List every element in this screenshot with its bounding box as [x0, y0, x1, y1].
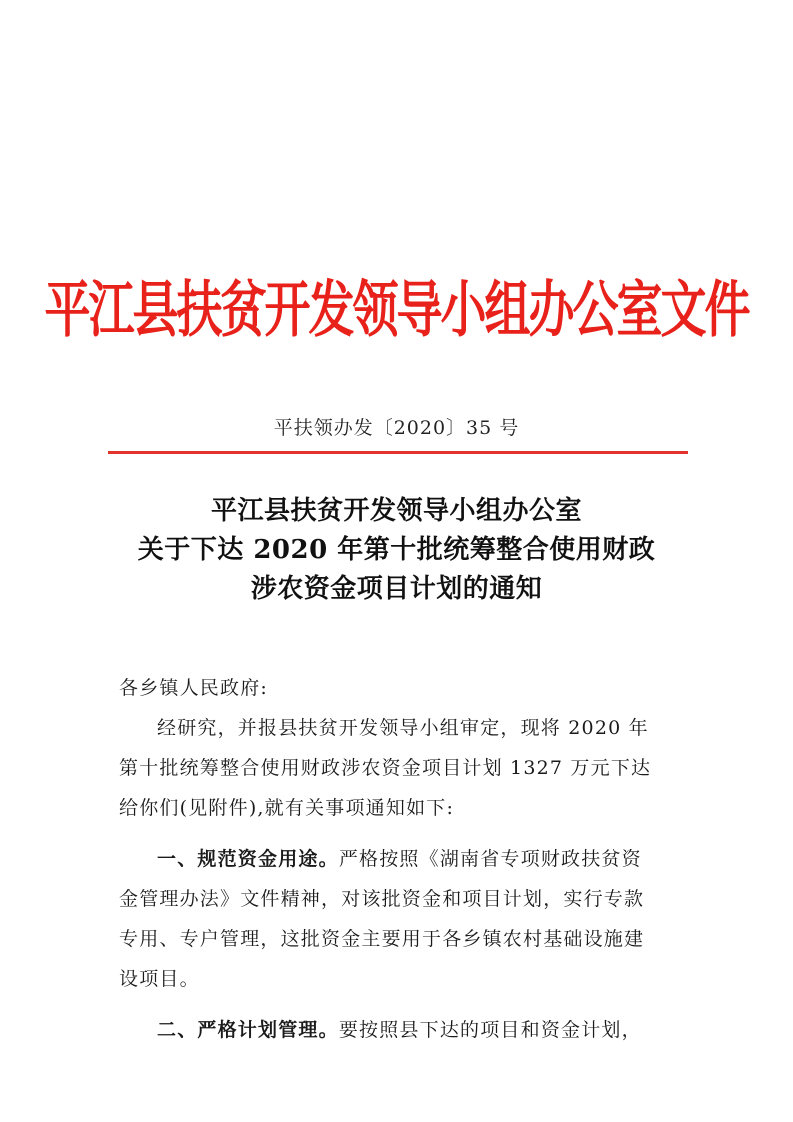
- intro-line-1: 经研究，并报县扶贫开发领导小组审定，现将 2020 年: [157, 717, 649, 739]
- notice-title-line-2: 关于下达 2020 年第十批统筹整合使用财政: [137, 535, 656, 565]
- notice-title-line-3: 涉农资金项目计划的通知: [250, 574, 543, 604]
- section-2-heading: 二、严格计划管理。: [157, 1019, 339, 1041]
- intro-line-3: 给你们(见附件),就有关事项通知如下:: [119, 797, 455, 819]
- document-number: 平扶领办发〔2020〕35 号: [273, 417, 520, 439]
- section-1-line-2: 金管理办法》文件精神，对该批资金和项目计划，实行专款: [119, 888, 645, 910]
- salutation: 各乡镇人民政府:: [119, 677, 269, 699]
- section-2-text: 要按照县下达的项目和资金计划，: [338, 1019, 642, 1041]
- section-1-heading: 一、规范资金用途。: [157, 848, 339, 870]
- intro-line-2: 第十批统筹整合使用财政涉农资金项目计划 1327 万元下达: [119, 757, 652, 779]
- section-1-line-4: 设项目。: [119, 968, 200, 990]
- paragraph-gap: [119, 828, 679, 839]
- section-2-line-1: [119, 1010, 679, 1050]
- notice-title: [0, 492, 793, 609]
- issuer-header-title: 平江县扶贫开发领导小组办公室文件: [44, 273, 749, 346]
- section-1-text: 严格按照《湖南省专项财政扶贫资: [338, 848, 642, 870]
- paragraph-gap: [119, 999, 679, 1010]
- red-divider-line: [108, 451, 688, 454]
- section-1-line-1: [119, 839, 679, 879]
- notice-title-line-1: 平江县扶贫开发领导小组办公室: [210, 496, 582, 526]
- section-1-line-3: 专用、专户管理，这批资金主要用于各乡镇农村基础设施建: [119, 928, 645, 950]
- notice-body: [119, 668, 679, 1050]
